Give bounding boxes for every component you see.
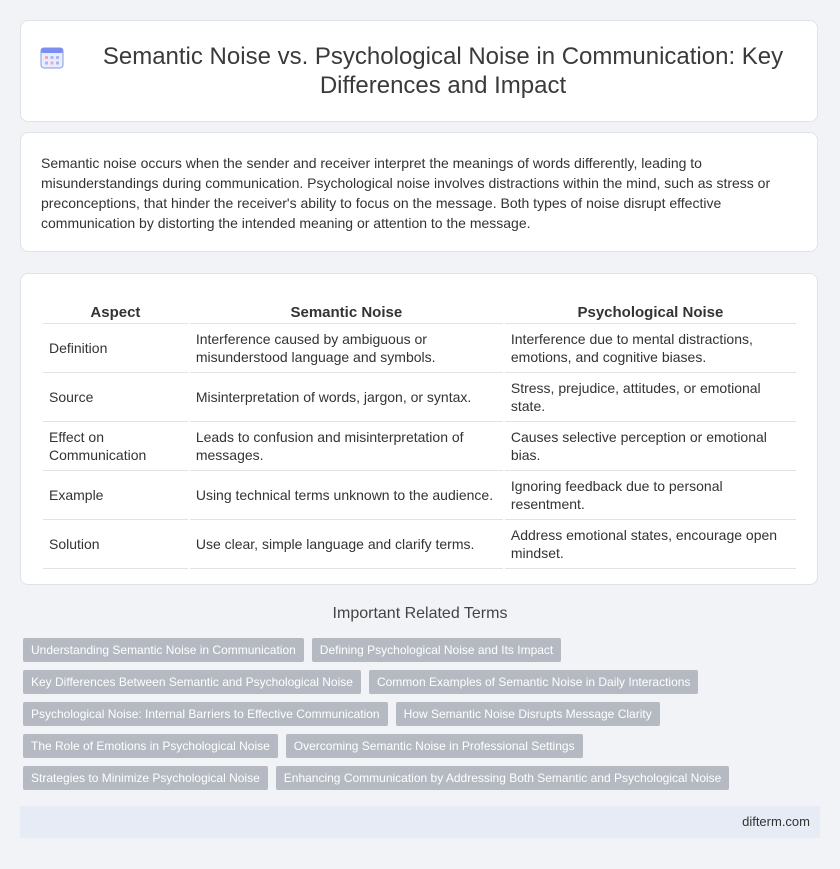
related-term-link[interactable]: Strategies to Minimize Psychological Noise xyxy=(23,766,268,790)
related-term-link[interactable]: The Role of Emotions in Psychological Noise xyxy=(23,734,278,758)
footer-site-link[interactable]: difterm.com xyxy=(742,814,810,829)
table-row xyxy=(43,520,796,569)
cell-psychological: Address emotional states, encourage open mindset. xyxy=(505,520,796,569)
cell-semantic: Misinterpretation of words, jargon, or syntax. xyxy=(190,373,503,422)
table-row xyxy=(43,373,796,422)
tag-row xyxy=(23,766,823,790)
cell-aspect: Solution xyxy=(43,520,188,569)
header-psychological: Psychological Noise xyxy=(505,294,796,324)
cell-psychological: Ignoring feedback due to personal resentment. xyxy=(505,471,796,520)
comparison-card xyxy=(20,273,818,585)
table-row xyxy=(43,422,796,471)
header-aspect: Aspect xyxy=(43,294,188,324)
cell-aspect: Effect on Communication xyxy=(43,422,188,471)
related-term-link[interactable]: Overcoming Semantic Noise in Professional Settings xyxy=(286,734,583,758)
comparison-table xyxy=(41,294,798,569)
cell-aspect: Definition xyxy=(43,324,188,373)
footer xyxy=(20,806,820,838)
tag-row xyxy=(23,670,823,694)
table-row xyxy=(43,324,796,373)
calendar-grid-icon xyxy=(39,44,65,70)
related-term-link[interactable]: Psychological Noise: Internal Barriers to Effective Communication xyxy=(23,702,388,726)
table-row xyxy=(43,471,796,520)
page-title: Semantic Noise vs. Psychological Noise in Communication: Key Differences and Impact xyxy=(102,43,784,99)
cell-semantic: Interference caused by ambiguous or misunderstood language and symbols. xyxy=(190,324,503,373)
cell-aspect: Source xyxy=(43,373,188,422)
cell-psychological: Causes selective perception or emotional bias. xyxy=(505,422,796,471)
table-header-row xyxy=(43,294,796,324)
header-semantic: Semantic Noise xyxy=(190,294,503,324)
cell-semantic: Leads to confusion and misinterpretation of messages. xyxy=(190,422,503,471)
cell-aspect: Example xyxy=(43,471,188,520)
related-term-link[interactable]: Key Differences Between Semantic and Psychological Noise xyxy=(23,670,361,694)
related-term-link[interactable]: Common Examples of Semantic Noise in Daily Interactions xyxy=(369,670,698,694)
intro-paragraph: Semantic noise occurs when the sender and receiver interpret the meanings of words differently, leading to misunderstandings during communication. Psychological noise involves distractions within the mind, such as stress or preconceptions, that hinder the receiver's ability to focus on the message. Both types of noise disrupt effective communication by distorting the intended meaning or attention to the message. xyxy=(41,155,771,231)
related-terms-heading: Important Related Terms xyxy=(332,605,508,622)
related-term-link[interactable]: Enhancing Communication by Addressing Both Semantic and Psychological Noise xyxy=(276,766,730,790)
title-wrap xyxy=(39,42,799,100)
tag-row xyxy=(23,638,823,662)
related-term-link[interactable]: Understanding Semantic Noise in Communication xyxy=(23,638,304,662)
title-card xyxy=(20,20,818,122)
related-term-link[interactable]: How Semantic Noise Disrupts Message Clarity xyxy=(396,702,660,726)
intro-card xyxy=(20,132,818,252)
cell-semantic: Use clear, simple language and clarify terms. xyxy=(190,520,503,569)
related-term-link[interactable]: Defining Psychological Noise and Its Impact xyxy=(312,638,561,662)
cell-semantic: Using technical terms unknown to the audience. xyxy=(190,471,503,520)
cell-psychological: Interference due to mental distractions, emotions, and cognitive biases. xyxy=(505,324,796,373)
tag-row xyxy=(23,702,823,726)
cell-psychological: Stress, prejudice, attitudes, or emotional state. xyxy=(505,373,796,422)
tag-row xyxy=(23,734,823,758)
related-terms-list xyxy=(23,638,823,798)
